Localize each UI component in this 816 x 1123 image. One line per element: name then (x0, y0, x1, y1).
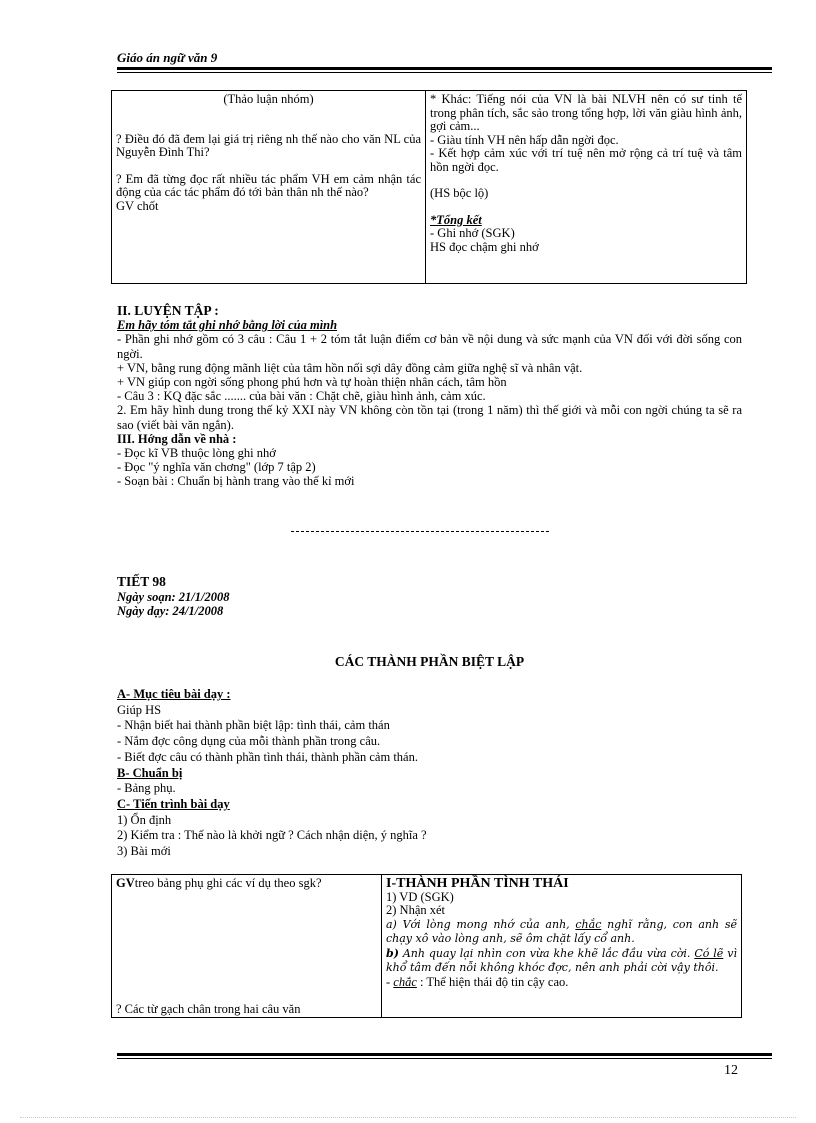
example-ref: 1) VD (SGK) (386, 889, 454, 904)
header-title: Giáo án ngữ văn 9 (117, 50, 218, 65)
example-a-underlined: chắc (575, 917, 602, 931)
section-separator (291, 531, 549, 532)
guide-heading: III. Hớng dẫn về nhà : (117, 431, 237, 446)
summary-heading: *Tổng kết (430, 212, 482, 227)
lesson-left-cell (112, 875, 382, 1018)
lesson-number: TIẾT 98 (117, 574, 166, 589)
spacer (116, 120, 421, 133)
hs-express: (HS bộc lộ) (430, 186, 489, 200)
footer-rule-thick (117, 1053, 772, 1056)
note-chac (386, 976, 737, 990)
practice-line: - Câu 3 : KQ đặc sắc ....... của bài văn : Chặt chẽ, giàu hình ảnh, cảm xúc. (117, 389, 486, 404)
header-rule-thin (117, 72, 772, 73)
section-heading-modal: I-THÀNH PHẦN TÌNH THÁI (386, 876, 569, 891)
lesson-table (111, 874, 742, 1018)
objectives-heading: A- Mục tiêu bài dạy : (117, 687, 231, 701)
answer-literary: - Giàu tính VH nên hấp dẫn ngời đọc. (430, 132, 619, 147)
note-prefix: - (386, 974, 394, 989)
gv-conclude: GV chốt (116, 198, 159, 213)
practice-line: + VN, bằng rung động mãnh liệt của tâm hồn nối sợi dây đồng cảm giữa nghệ sĩ và nhân vật. (117, 360, 583, 375)
lesson-right-cell (382, 875, 742, 1018)
procedure-line: 1) Ổn định (117, 812, 172, 827)
question-impact: ? Em đã từng đọc rất nhiều tác phẩm VH em cảm nhận tác động của các tác phẩm đó tới bản thân nh thế nào? (116, 171, 421, 199)
guide-line: - Đọc "ý nghĩa văn chơng" (lớp 7 tập 2) (117, 460, 316, 475)
summary-note: - Ghi nhớ (SGK) (430, 226, 515, 240)
practice-line: + VN giúp con ngời sống phong phú hơn và tự hoàn thiện nhân cách, tâm hồn (117, 375, 507, 390)
practice-section (117, 304, 742, 489)
objective-line: - Biết đợc câu có thành phần tình thái, thành phần cảm thán. (117, 749, 418, 764)
practice-subheading: Em hãy tóm tắt ghi nhớ bằng lời của mình (117, 318, 338, 333)
example-a-text: a) Với lòng mong nhớ của anh, (386, 917, 576, 931)
header-rule-thick (117, 67, 772, 70)
objective-line: - Nắm đợc công dụng của mỗi thành phần trong câu. (117, 734, 381, 749)
note-text: : Thể hiện thái độ tin cậy cao. (416, 974, 569, 989)
group-discussion-label: (Thảo luận nhóm) (223, 92, 314, 106)
example-b (386, 947, 737, 976)
practice-heading: II. LUYỆN TẬP : (117, 303, 219, 318)
underlined-question: ? Các từ gạch chân trong hai câu văn (116, 1001, 301, 1016)
page-edge-divider (20, 1117, 796, 1118)
lesson-meta (117, 575, 230, 619)
objective-line: Giúp HS (117, 702, 162, 717)
example-b-label: b) (386, 946, 399, 960)
gv-label: GV (116, 876, 135, 890)
gv-instruction (116, 877, 377, 891)
remark-label: 2) Nhận xét (386, 903, 446, 917)
prep-date: Ngày soạn: 21/1/2008 (117, 589, 230, 604)
footer-rule-thin (117, 1058, 772, 1059)
spacer (430, 201, 742, 214)
spacer (116, 107, 421, 120)
example-a (386, 918, 737, 947)
summary-read: HS đọc chậm ghi nhớ (430, 239, 539, 254)
discussion-right-cell (426, 91, 747, 284)
discussion-left-cell (112, 91, 426, 284)
procedure-line: 3) Bài mới (117, 844, 171, 859)
spacer (116, 160, 421, 173)
practice-line: - Phần ghi nhớ gồm có 3 câu : Câu 1 + 2 tóm tắt luận điểm cơ bản về nội dung và sức mạnh của VN đối với đời sống con ngời. (117, 332, 742, 361)
question-value: ? Điều đó đã đem lại giá trị riêng nh thế nào cho văn NL của Nguyễn Đình Thi? (116, 131, 421, 159)
note-underlined: chắc (393, 974, 417, 989)
example-b-text: Anh quay lại nhìn con vừa khe khẽ lắc đầu vừa cời. (398, 946, 695, 960)
teach-date: Ngày dạy: 24/1/2008 (117, 604, 224, 618)
guide-line: - Đọc kĩ VB thuộc lòng ghi nhớ (117, 446, 276, 461)
preparation-heading: B- Chuẩn bị (117, 765, 183, 780)
guide-line: - Soạn bài : Chuẩn bị hành trang vào thế kỉ mới (117, 474, 355, 489)
procedure-heading: C- Tiến trình bài dạy (117, 796, 230, 811)
page-number: 12 (724, 1063, 738, 1078)
example-b-text: vì khổ tâm đến nỗi không khóc đợc, nên anh phải cời vậy thôi. (386, 946, 737, 974)
lesson-outline (117, 687, 742, 860)
answer-combine: - Kết hợp cảm xúc với trí tuệ nên mở rộng cả trí tuệ và tâm hồn ngời đọc. (430, 146, 742, 174)
lesson-title: CÁC THÀNH PHẦN BIỆT LẬP (334, 654, 525, 669)
procedure-line: 2) Kiểm tra : Thế nào là khởi ngữ ? Cách nhận diện, ý nghĩa ? (117, 828, 427, 843)
preparation-line: - Bảng phụ. (117, 781, 176, 796)
example-b-underlined: Có lẽ (694, 946, 724, 960)
gv-instruction-text: treo bảng phụ ghi các ví dụ theo sgk? (134, 876, 322, 890)
discussion-table (111, 90, 747, 284)
answer-difference: * Khác: Tiếng nói của VN là bài NLVH nên có sư tinh tế trong phân tích, sắc sảo trong tổng hợp, lời văn giàu hình ảnh, gợi cảm... (430, 92, 742, 133)
objective-line: - Nhận biết hai thành phần biệt lập: tình thái, cảm thán (117, 718, 390, 733)
practice-line: 2. Em hãy hình dung trong thế kỷ XXI này VN không còn tồn tại (trong 1 năm) thì thế giới và mỗi con ngời chúng ta sẽ ra sao (viết bài văn ngắn). (117, 403, 742, 432)
example-a-text: nghĩ rằng, con anh sẽ chạy xô vào lòng anh, sẽ ôm chặt lấy cổ anh. (386, 917, 737, 945)
